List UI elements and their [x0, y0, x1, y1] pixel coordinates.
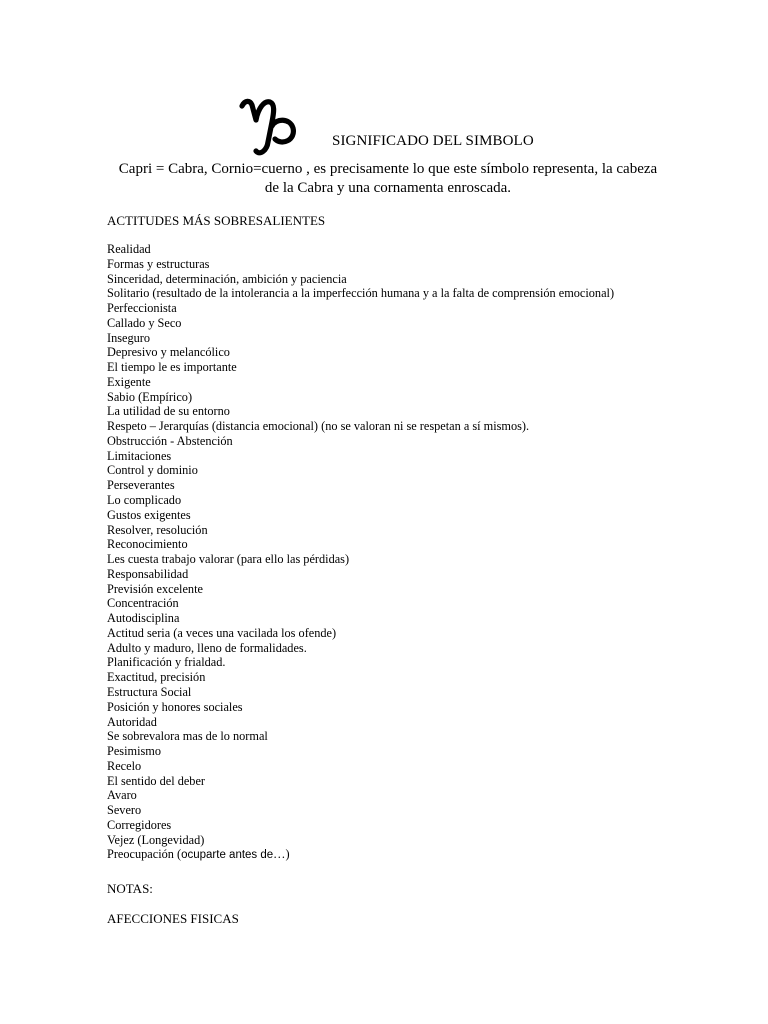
list-item: Responsabilidad — [107, 566, 189, 581]
trait-suffix: …) — [273, 847, 290, 862]
list-item: Respeto – Jerarquías (distancia emocional) (no se valoran ni se respetan a sí mismos). — [107, 419, 530, 434]
list-item: Exigente — [107, 374, 151, 389]
list-item: La utilidad de su entorno — [107, 404, 230, 419]
list-item: Pesimismo — [107, 744, 161, 759]
list-item: Inseguro — [107, 330, 151, 345]
list-item: Perfeccionista — [107, 301, 177, 316]
list-item: Formas y estructuras — [107, 256, 210, 271]
list-item: Callado y Seco — [107, 315, 182, 330]
list-item: Obstrucción - Abstención — [107, 433, 233, 448]
list-item: Posición y honores sociales — [107, 699, 243, 714]
traits-list — [107, 242, 614, 862]
list-item: Previsión excelente — [107, 581, 203, 596]
list-item: Depresivo y melancólico — [107, 345, 230, 360]
intro-line-1: Capri = Cabra, Cornio=cuerno , es precisamente lo que este símbolo representa, la cabeza — [118, 161, 658, 177]
list-item: Estructura Social — [107, 684, 192, 699]
list-item: Solitario (resultado de la intolerancia a la imperfección humana y a la falta de comprensión emocional) — [107, 286, 615, 301]
trait-fragment: ocuparte antes de — [181, 849, 274, 862]
list-item: Adulto y maduro, lleno de formalidades. — [107, 640, 307, 655]
list-item: El sentido del deber — [107, 773, 206, 788]
list-item: Realidad — [107, 242, 151, 256]
list-item: Reconocimiento — [107, 537, 188, 552]
list-item: Sabio (Empírico) — [107, 389, 193, 404]
intro-paragraph — [108, 160, 668, 198]
section-heading-notas: NOTAS: — [107, 881, 153, 896]
section-heading-afecciones: AFECCIONES FISICAS — [107, 911, 239, 926]
list-item — [107, 847, 614, 862]
section-heading-actitudes: ACTITUDES MÁS SOBRESALIENTES — [107, 213, 326, 228]
list-item: Actitud seria (a veces una vacilada los ofende) — [107, 625, 337, 640]
list-item: Perseverantes — [107, 478, 175, 493]
list-item: Resolver, resolución — [107, 522, 208, 537]
list-item: Se sobrevalora mas de lo normal — [107, 729, 268, 744]
list-item: Gustos exigentes — [107, 507, 191, 522]
capricorn-symbol-icon — [238, 96, 300, 158]
list-item: Limitaciones — [107, 448, 172, 463]
list-item: Severo — [107, 803, 142, 818]
list-item: Planificación y frialdad. — [107, 655, 226, 670]
page-title: SIGNIFICADO DEL SIMBOLO — [332, 133, 534, 149]
list-item: Recelo — [107, 758, 142, 773]
intro-line-2: de la Cabra y una cornamenta enroscada. — [264, 180, 512, 196]
trait-prefix: Preocupación ( — [107, 847, 182, 862]
list-item: Les cuesta trabajo valorar (para ello las pérdidas) — [107, 552, 350, 567]
list-item: Corregidores — [107, 817, 172, 832]
list-item: Sinceridad, determinación, ambición y paciencia — [107, 271, 347, 286]
list-item: Avaro — [107, 788, 137, 803]
list-item: Concentración — [107, 596, 179, 611]
list-item: Exactitud, precisión — [107, 670, 206, 685]
list-item: Control y dominio — [107, 463, 198, 478]
list-item: Lo complicado — [107, 493, 182, 508]
list-item: Autoridad — [107, 714, 157, 729]
list-item: Vejez (Longevidad) — [107, 832, 205, 847]
list-item: Autodisciplina — [107, 611, 180, 626]
list-item: El tiempo le es importante — [107, 360, 237, 375]
